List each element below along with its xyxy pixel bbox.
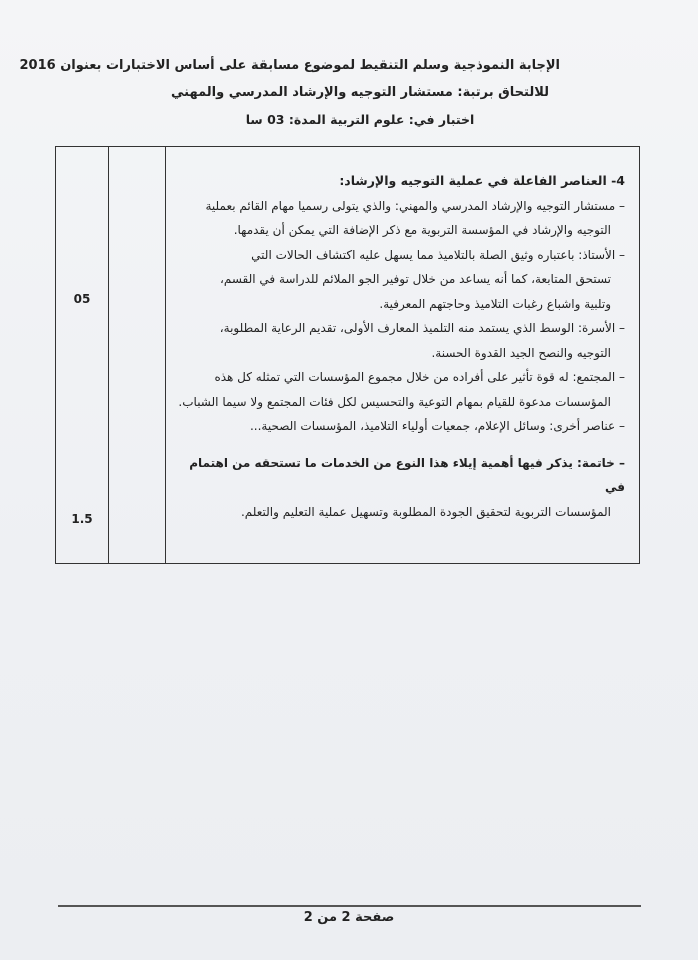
score-column <box>56 147 109 564</box>
item-line: التوجيه والإرشاد في المؤسسة التربوية مع ذكر الإضافة التي يمكن أن يقدمها. <box>233 223 611 237</box>
grading-table <box>55 146 640 564</box>
section-title: 4- العناصر الفاعلة في عملية التوجيه والإرشاد: <box>339 173 625 188</box>
conclusion-line: – خاتمة: يذكر فيها أهمية إيلاء هذا النوع من الخدمات ما تستحقه من اهتمام في <box>189 455 625 494</box>
score-conclusion: 1.5 <box>71 512 93 526</box>
header-rank: للالتحاق برتبة: مستشار التوجيه والإرشاد المدرسي والمهني <box>171 85 549 100</box>
list-item <box>178 243 625 317</box>
header-exam: اختبار في: علوم التربية المدة: 03 سا <box>245 112 475 127</box>
item-line: وتلبية واشباع رغبات التلاميذ وحاجتهم المعرفية. <box>379 296 611 311</box>
blank-column <box>109 147 166 564</box>
list-item <box>178 316 625 365</box>
item-line: – مستشار التوجيه والإرشاد المدرسي والمهني: والذي يتولى رسميا مهام القائم بعملية <box>205 198 625 213</box>
page-number: صفحة 2 من 2 <box>303 910 395 925</box>
item-line: تستحق المتابعة، كما أنه يساعد من خلال توفير الجو الملائم للدراسة في القسم، <box>219 272 611 286</box>
list-item <box>178 414 625 439</box>
score-section4: 05 <box>73 292 91 306</box>
answer-column <box>166 147 640 564</box>
document-header <box>19 52 560 133</box>
list-item <box>178 194 625 243</box>
item-line: – الأستاذ: باعتباره وثيق الصلة بالتلاميذ مما يسهل عليه اكتشاف الحالات التي <box>251 247 625 262</box>
conclusion <box>178 451 625 525</box>
footer-divider <box>58 905 641 907</box>
item-line: – الأسرة: الوسط الذي يستمد منه التلميذ المعارف الأولى، تقديم الرعاية المطلوبة، <box>219 321 625 335</box>
item-line: التوجيه والنصح الجيد القدوة الحسنة. <box>431 345 611 360</box>
conclusion-line: المؤسسات التربوية لتحقيق الجودة المطلوبة وتسهيل عملية التعليم والتعلم. <box>240 504 611 519</box>
item-line: المؤسسات مدعوة للقيام بمهام التوعية والتحسيس لكل فئات المجتمع ولا سيما الشباب. <box>178 394 611 409</box>
answer-content <box>166 147 639 524</box>
header-title: الإجابة النموذجية وسلم التنقيط لموضوع مسابقة على أساس الاختبارات بعنوان 2016 <box>19 58 560 73</box>
item-line: – المجتمع: له قوة تأثير على أفراده من خلال مجموع المؤسسات التي تمثله كل هذه <box>214 370 625 384</box>
list-item <box>178 365 625 414</box>
item-line: – عناصر أخرى: وسائل الإعلام، جمعيات أولياء التلاميذ، المؤسسات الصحية... <box>249 419 625 433</box>
